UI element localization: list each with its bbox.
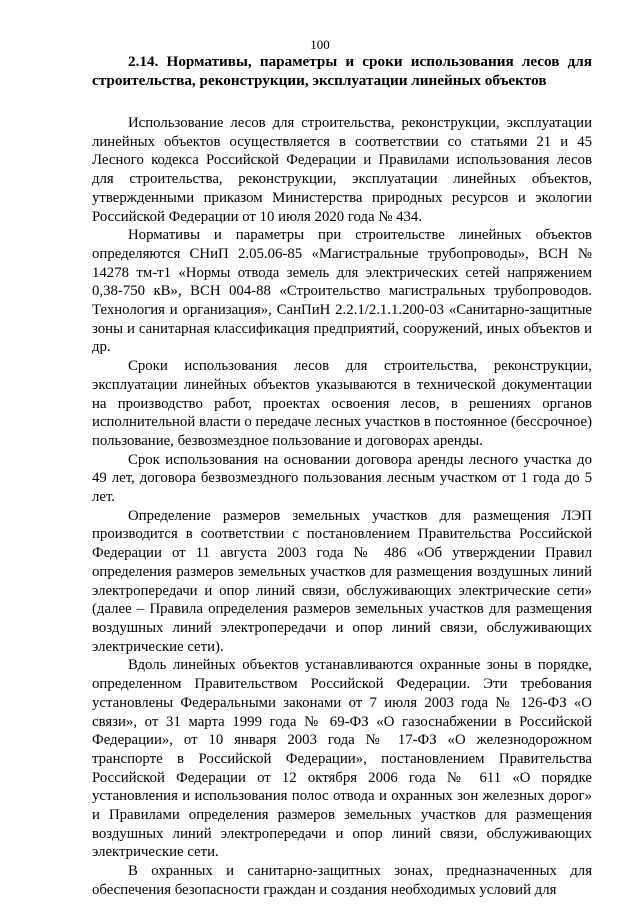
paragraph: Использование лесов для строительства, реконструкции, эксплуатации линейных объектов осуществляется в соответствии со статьями 21 и 45 Лесного кодекса Российской Федерации и Правилами использования лесов для строительства, реконструкции, эксплуатации линейных объектов, утвержденными приказом Министерства природных ресурсов и экологии Российской Федерации от 10 июля 2020 года № 434. — [92, 115, 592, 225]
paragraph: Сроки использования лесов для строительства, реконструкции, эксплуатации линейных объектов указываются в технической документации на производство работ, проектах освоения лесов, в решениях органов исполнительной власти о передаче лесных участков в постоянное (бессрочное) пользование, безвозмездное пользование и договорах аренды. — [92, 358, 592, 449]
paragraph: В охранных и санитарно-защитных зонах, предназначенных для обеспечения безопасности граждан и создания необходимых условий для — [92, 863, 592, 898]
paragraph: Нормативы и параметры при строительстве линейных объектов определяются СНиП 2.05.06-85 «Магистральные трубопроводы», ВСН № 14278 тм-т1 «Нормы отвода земель для электрических сетей напряжением 0,38-750 кВ», ВСН 004-88 «Строительство магистральных трубопроводов. Технология и организация», СанПиН 2.2.1/2.1.1.200-03 «Санитарно-защитные зоны и санитарная классификация предприятий, сооружений, иных объектов и др. — [92, 227, 592, 356]
page-number: 100 — [310, 37, 330, 52]
body-text — [92, 114, 592, 900]
paragraph: Вдоль линейных объектов устанавливаются охранные зоны в порядке, определенном Правительством Российской Федерации. Эти требования установлены Федеральными законами от 7 июля 2003 года № 126-ФЗ «О связи», от 31 марта 1999 года № 69-ФЗ «О газоснабжении в Российской Федерации», от 10 января 2003 года № 17-ФЗ «О железнодорожном транспорте в Российской Федерации», постановлением Правительства Российской Федерации от 12 октября 2006 года № 611 «О порядке установления и использования полос отвода и охранных зон железных дорог» и Правилами определения размеров земельных участков для размещения воздушных линий электропередачи и опор линий связи, обслуживающих электрические сети. — [92, 657, 592, 861]
paragraph: Определение размеров земельных участков для размещения ЛЭП производится в соответствии с постановлением Правительства Российской Федерации от 11 августа 2003 года № 486 «Об утверждении Правил определения размеров земельных участков для размещения воздушных линий электропередачи и опор линий связи, обслуживающих электрические сети» (далее – Правила определения размеров земельных участков для размещения воздушных линий электропередачи и опор линий связи, обслуживающих электрические сети). — [92, 507, 592, 655]
section-heading: 2.14. Нормативы, параметры и сроки использования лесов для строительства, реконструкции, эксплуатации линейных объектов — [92, 53, 592, 89]
paragraph: Срок использования на основании договора аренды лесного участка до 49 лет, договора безвозмездного пользования лесным участком от 1 года до 5 лет. — [92, 451, 592, 506]
